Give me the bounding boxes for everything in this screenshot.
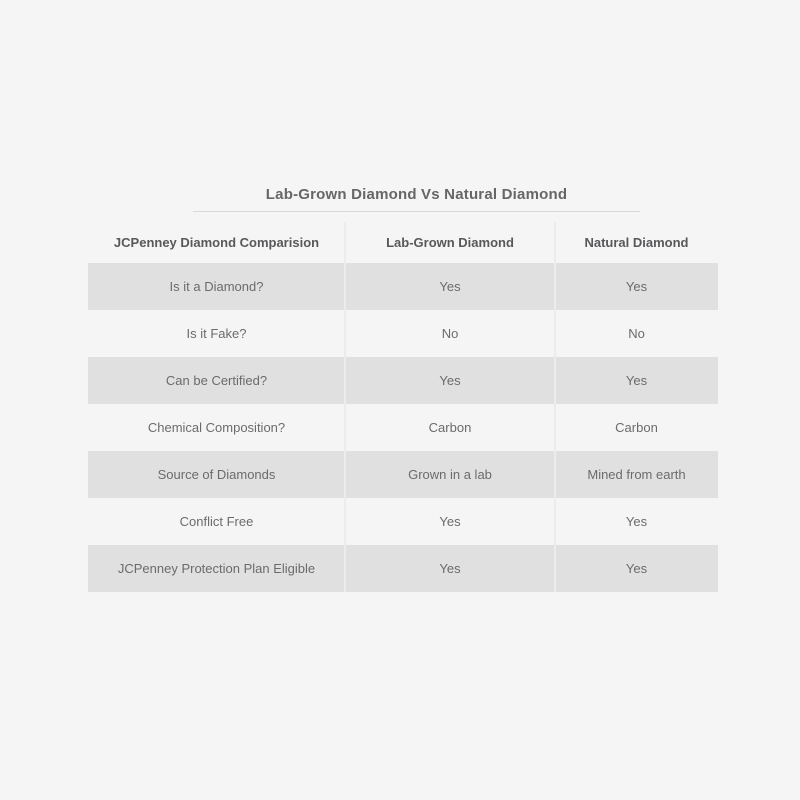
- lab-grown-cell: Yes: [439, 279, 461, 294]
- feature-cell: Chemical Composition?: [147, 420, 286, 435]
- feature-cell: Source of Diamonds: [157, 467, 276, 482]
- page-title: Lab-Grown Diamond Vs Natural Diamond: [265, 186, 568, 203]
- lab-grown-cell: Carbon: [428, 420, 472, 435]
- column-header-lab-grown: Lab-Grown Diamond: [386, 235, 514, 250]
- natural-cell: Yes: [625, 279, 648, 294]
- column-divider: [554, 222, 556, 592]
- feature-cell: Is it a Diamond?: [169, 279, 264, 294]
- feature-cell: Is it Fake?: [186, 326, 247, 341]
- table-row: [88, 451, 718, 498]
- natural-cell: Yes: [625, 514, 648, 529]
- feature-cell: Conflict Free: [179, 514, 254, 529]
- natural-cell: Mined from earth: [587, 467, 686, 482]
- lab-grown-cell: Yes: [439, 373, 461, 388]
- table-row: [88, 263, 718, 310]
- table-row: [88, 545, 718, 592]
- comparison-table: [88, 222, 718, 592]
- lab-grown-cell: No: [441, 326, 459, 341]
- column-header-comparison: JCPenney Diamond Comparision: [113, 235, 320, 250]
- natural-cell: Carbon: [615, 420, 658, 435]
- feature-cell: JCPenney Protection Plan Eligible: [117, 561, 316, 576]
- title-underline: [193, 211, 640, 212]
- lab-grown-cell: Yes: [439, 514, 461, 529]
- natural-cell: No: [628, 326, 645, 341]
- table-row: [88, 404, 718, 451]
- column-divider: [344, 222, 346, 592]
- table-header-row: [88, 222, 718, 263]
- column-header-natural: Natural Diamond: [584, 235, 689, 250]
- lab-grown-cell: Yes: [439, 561, 461, 576]
- natural-cell: Yes: [625, 373, 648, 388]
- table-row: [88, 357, 718, 404]
- natural-cell: Yes: [625, 561, 648, 576]
- table-row: [88, 310, 718, 357]
- table-row: [88, 498, 718, 545]
- lab-grown-cell: Grown in a lab: [408, 467, 492, 482]
- feature-cell: Can be Certified?: [165, 373, 268, 388]
